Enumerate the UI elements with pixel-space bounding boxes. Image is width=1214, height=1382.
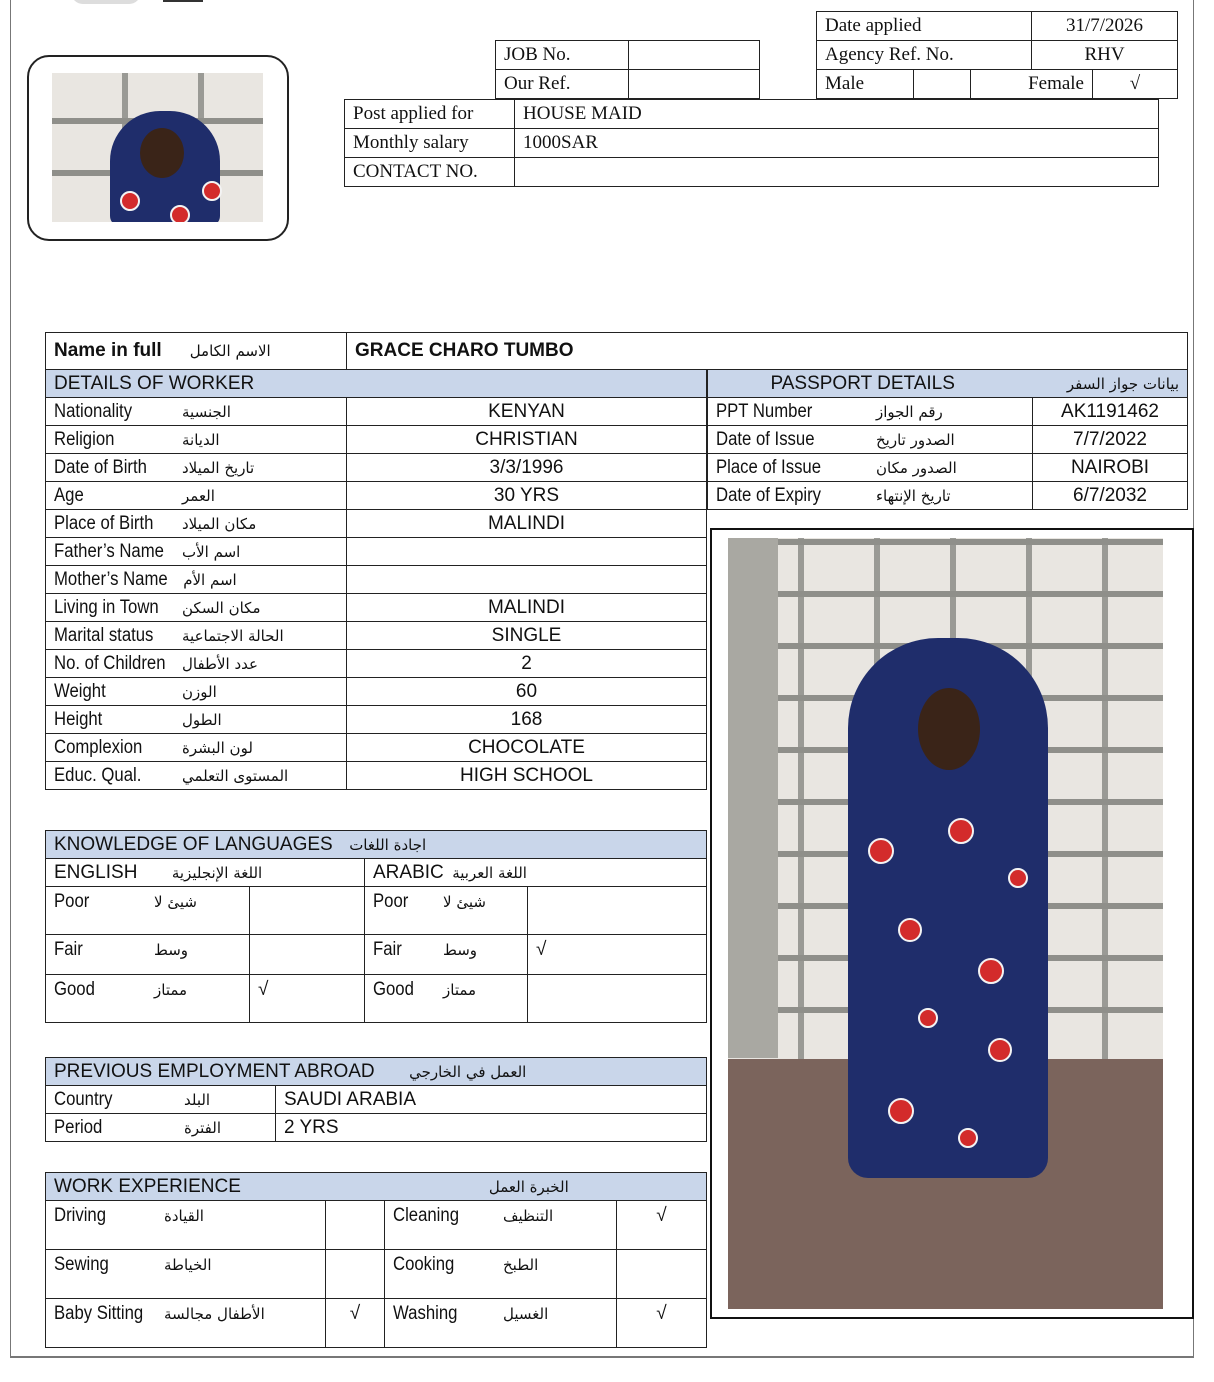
english-header (46, 859, 365, 887)
passport-row (708, 398, 1188, 426)
worker-label-ar: الحالة الاجتماعية (182, 626, 284, 645)
english-level-label-en: Fair (54, 939, 83, 960)
female-checkbox[interactable]: √ (1093, 70, 1178, 99)
arabic-level-label-en: Poor (373, 891, 409, 912)
name-label-arabic: الاسم الكامل (189, 342, 271, 360)
language-level-row (46, 887, 707, 935)
passport-label-en: Place of Issue (716, 456, 822, 478)
experience-left-check[interactable]: √ (326, 1299, 385, 1348)
name-value: GRACE CHARO TUMBO (347, 333, 1188, 370)
passport-row (708, 482, 1188, 510)
post-label: Post applied for (345, 100, 515, 129)
passport-table (707, 369, 1188, 510)
employment-title-arabic: العمل في الخارجي (409, 1062, 527, 1081)
worker-label-ar: اسم الأم (183, 570, 237, 589)
employment-row (46, 1086, 707, 1114)
arabic-level-check[interactable] (528, 975, 707, 1023)
worker-label (46, 678, 347, 706)
passport-label-ar: تاريخ الإنتهاء (876, 486, 951, 505)
employment-label (46, 1114, 276, 1142)
experience-right-label (385, 1201, 617, 1250)
date-applied-value: 31/7/2026 (1032, 12, 1178, 41)
worker-row (46, 538, 707, 566)
worker-label-ar: مكان السكن (182, 598, 261, 617)
passport-rows (708, 398, 1188, 510)
languages-title-cell (46, 831, 707, 859)
worker-value: 30 YRS (347, 482, 707, 510)
employment-label-ar: البلد (184, 1090, 211, 1109)
arabic-label-arabic: اللغة العربية (452, 863, 527, 882)
english-level-label (46, 935, 250, 975)
worker-label-ar: الديانة (182, 430, 220, 449)
worker-row (46, 706, 707, 734)
worker-label-en: Educ. Qual. (54, 764, 142, 786)
experience-left-label-en: Sewing (54, 1254, 109, 1275)
worker-label-ar: اسم الأب (182, 542, 241, 561)
english-level-label-ar: ممتاز (154, 981, 188, 999)
english-label: ENGLISH (54, 861, 138, 883)
languages-title-arabic: اجادة اللغات (349, 835, 427, 854)
english-level-label-en: Good (54, 979, 95, 1000)
passport-title-arabic: بيانات جواز السفر (1066, 374, 1179, 393)
english-level-label (46, 975, 250, 1023)
experience-right-label-ar: الطبخ (503, 1256, 539, 1274)
worker-value (347, 566, 707, 594)
employment-label-en: Country (54, 1088, 113, 1110)
arabic-level-label-ar: ممتاز (443, 981, 477, 999)
worker-label (46, 734, 347, 762)
worker-label-en: Marital status (54, 624, 154, 646)
worker-label (46, 538, 347, 566)
worker-label-en: Date of Birth (54, 456, 147, 478)
male-label: Male (817, 70, 914, 99)
employment-rows (46, 1086, 707, 1142)
post-value: HOUSE MAID (515, 100, 1159, 129)
worker-row (46, 426, 707, 454)
worker-value: MALINDI (347, 594, 707, 622)
arabic-header (365, 859, 707, 887)
worker-label (46, 454, 347, 482)
worker-label-ar: الطول (182, 710, 222, 729)
worker-label-ar: الجنسية (182, 402, 231, 421)
experience-left-label-en: Driving (54, 1205, 107, 1226)
worker-label (46, 762, 347, 790)
male-checkbox[interactable] (914, 70, 971, 99)
experience-left-check[interactable] (326, 1201, 385, 1250)
worker-label (46, 594, 347, 622)
experience-left-label (46, 1299, 326, 1348)
experience-title-cell (46, 1173, 707, 1201)
experience-left-label-en: Baby Sitting (54, 1303, 144, 1324)
top-mark-line (163, 0, 203, 2)
experience-left-label-ar: القيادة (164, 1207, 204, 1225)
experience-rows (46, 1201, 707, 1348)
arabic-level-check[interactable]: √ (528, 935, 707, 975)
passport-label (708, 482, 1033, 510)
worker-label-ar: مكان الميلاد (182, 514, 257, 533)
english-level-label-ar: وسط (154, 941, 189, 959)
worker-label-ar: المستوى التعلمي (182, 766, 289, 785)
contact-value[interactable] (515, 158, 1159, 187)
our-ref-field[interactable] (629, 70, 760, 99)
employment-title: PREVIOUS EMPLOYMENT ABROAD (54, 1060, 375, 1082)
worker-label-ar: عدد الأطفال (182, 654, 258, 673)
worker-value: 3/3/1996 (347, 454, 707, 482)
arabic-level-label-ar: وسط (443, 941, 478, 959)
employment-value: 2 YRS (276, 1114, 707, 1142)
job-no-field[interactable] (629, 41, 760, 70)
portrait-photo (52, 73, 263, 222)
experience-table (45, 1172, 707, 1348)
language-level-row (46, 935, 707, 975)
passport-value: 7/7/2022 (1033, 426, 1188, 454)
employment-table (45, 1057, 707, 1142)
experience-right-label-en: Washing (393, 1303, 458, 1324)
passport-label-ar: الصدور مكان (876, 458, 957, 477)
arabic-level-label-ar: شيئ لا (443, 893, 486, 911)
worker-label-en: Height (54, 708, 103, 730)
arabic-level-label-en: Good (373, 979, 414, 1000)
experience-right-label-en: Cooking (393, 1254, 455, 1275)
worker-label-en: Mother’s Name (54, 568, 168, 590)
worker-label-en: Religion (54, 428, 115, 450)
worker-label-en: Place of Birth (54, 512, 154, 534)
worker-details-table (45, 369, 707, 790)
worker-label-en: No. of Children (54, 652, 166, 674)
arabic-level-label-en: Fair (373, 939, 402, 960)
experience-left-label (46, 1250, 326, 1299)
worker-label (46, 622, 347, 650)
worker-value: 168 (347, 706, 707, 734)
worker-row (46, 734, 707, 762)
employment-label-ar: الفترة (184, 1118, 221, 1137)
passport-title-cell (708, 370, 1188, 398)
english-level-check[interactable]: √ (250, 975, 365, 1023)
passport-label (708, 426, 1033, 454)
agency-ref-value: RHV (1032, 41, 1178, 70)
worker-details-title: DETAILS OF WORKER (46, 370, 707, 398)
experience-left-label-ar: الأطفال مجالسة (164, 1305, 265, 1323)
worker-label-ar: العمر (182, 486, 215, 505)
experience-title-arabic: الخبرة العمل (488, 1177, 569, 1196)
worker-label (46, 426, 347, 454)
name-table (45, 332, 1188, 370)
top-mark (71, 0, 141, 4)
english-level-label-ar: شيئ لا (154, 893, 197, 911)
passport-value: AK1191462 (1033, 398, 1188, 426)
experience-row (46, 1250, 707, 1299)
experience-right-label (385, 1250, 617, 1299)
worker-value (347, 538, 707, 566)
name-label-cell (46, 333, 347, 370)
languages-table (45, 830, 707, 1023)
experience-row (46, 1299, 707, 1348)
worker-label (46, 482, 347, 510)
worker-value: HIGH SCHOOL (347, 762, 707, 790)
experience-right-label-ar: التنظيف (503, 1207, 554, 1225)
worker-row (46, 678, 707, 706)
language-level-row (46, 975, 707, 1023)
application-info-table (816, 11, 1178, 99)
job-ref-table (495, 40, 760, 99)
post-table (344, 99, 1159, 187)
worker-label (46, 706, 347, 734)
worker-row (46, 482, 707, 510)
passport-label-en: PPT Number (716, 400, 813, 422)
experience-title: WORK EXPERIENCE (54, 1175, 241, 1197)
passport-label-en: Date of Expiry (716, 484, 822, 506)
worker-label-ar: تاريخ الميلاد (182, 458, 255, 477)
worker-value: MALINDI (347, 510, 707, 538)
worker-label (46, 398, 347, 426)
experience-left-label-ar: الخياطة (164, 1256, 212, 1274)
experience-left-label (46, 1201, 326, 1250)
agency-ref-label: Agency Ref. No. (817, 41, 1032, 70)
experience-left-check[interactable] (326, 1250, 385, 1299)
arabic-level-label (365, 887, 528, 935)
experience-right-label (385, 1299, 617, 1348)
worker-row (46, 510, 707, 538)
passport-label (708, 454, 1033, 482)
worker-label-ar: الوزن (182, 682, 217, 701)
passport-label-en: Date of Issue (716, 428, 815, 450)
worker-value: CHRISTIAN (347, 426, 707, 454)
passport-value: NAIROBI (1033, 454, 1188, 482)
worker-row (46, 594, 707, 622)
worker-value: CHOCOLATE (347, 734, 707, 762)
name-label: Name in full (54, 340, 162, 361)
experience-right-check[interactable]: √ (617, 1299, 707, 1348)
english-level-check[interactable] (250, 935, 365, 975)
passport-title: PASSPORT DETAILS (770, 372, 955, 394)
worker-label (46, 566, 347, 594)
arabic-level-check[interactable] (528, 887, 707, 935)
worker-row (46, 762, 707, 790)
passport-row (708, 426, 1188, 454)
experience-right-label-ar: الغسيل (503, 1305, 549, 1323)
worker-value: SINGLE (347, 622, 707, 650)
employment-label-en: Period (54, 1116, 103, 1138)
worker-row (46, 622, 707, 650)
passport-label-ar: رقم الجواز (876, 402, 943, 421)
worker-label-en: Complexion (54, 736, 143, 758)
full-photo (728, 538, 1163, 1309)
passport-label (708, 398, 1033, 426)
worker-row (46, 650, 707, 678)
job-no-label: JOB No. (496, 41, 629, 70)
employment-title-cell (46, 1058, 707, 1086)
language-level-rows (46, 887, 707, 1023)
passport-value: 6/7/2032 (1033, 482, 1188, 510)
experience-right-label-en: Cleaning (393, 1205, 459, 1226)
worker-label-en: Living in Town (54, 596, 159, 618)
experience-right-check[interactable]: √ (617, 1201, 707, 1250)
worker-label-en: Nationality (54, 400, 133, 422)
english-level-label-en: Poor (54, 891, 90, 912)
worker-label-ar: لون البشرة (182, 738, 253, 757)
employment-label (46, 1086, 276, 1114)
worker-row (46, 398, 707, 426)
arabic-label: ARABIC (373, 861, 444, 883)
female-label: Female (971, 70, 1093, 99)
worker-label-en: Age (54, 484, 84, 506)
arabic-level-label (365, 935, 528, 975)
languages-title: KNOWLEDGE OF LANGUAGES (54, 833, 333, 855)
worker-label (46, 510, 347, 538)
employment-value: SAUDI ARABIA (276, 1086, 707, 1114)
passport-label-ar: الصدور تاريخ (876, 430, 955, 449)
contact-label: CONTACT NO. (345, 158, 515, 187)
arabic-level-label (365, 975, 528, 1023)
worker-row (46, 566, 707, 594)
employment-row (46, 1114, 707, 1142)
experience-row (46, 1201, 707, 1250)
passport-row (708, 454, 1188, 482)
worker-value: KENYAN (347, 398, 707, 426)
worker-value: 60 (347, 678, 707, 706)
english-level-check[interactable] (250, 887, 365, 935)
english-level-label (46, 887, 250, 935)
date-applied-label: Date applied (817, 12, 1032, 41)
experience-right-check[interactable] (617, 1250, 707, 1299)
salary-label: Monthly salary (345, 129, 515, 158)
our-ref-label: Our Ref. (496, 70, 629, 99)
worker-rows (46, 398, 707, 790)
worker-row (46, 454, 707, 482)
worker-label (46, 650, 347, 678)
worker-label-en: Weight (54, 680, 106, 702)
worker-label-en: Father’s Name (54, 540, 164, 562)
english-label-arabic: اللغة الإنجليزية (171, 863, 263, 882)
salary-value: 1000SAR (515, 129, 1159, 158)
worker-value: 2 (347, 650, 707, 678)
